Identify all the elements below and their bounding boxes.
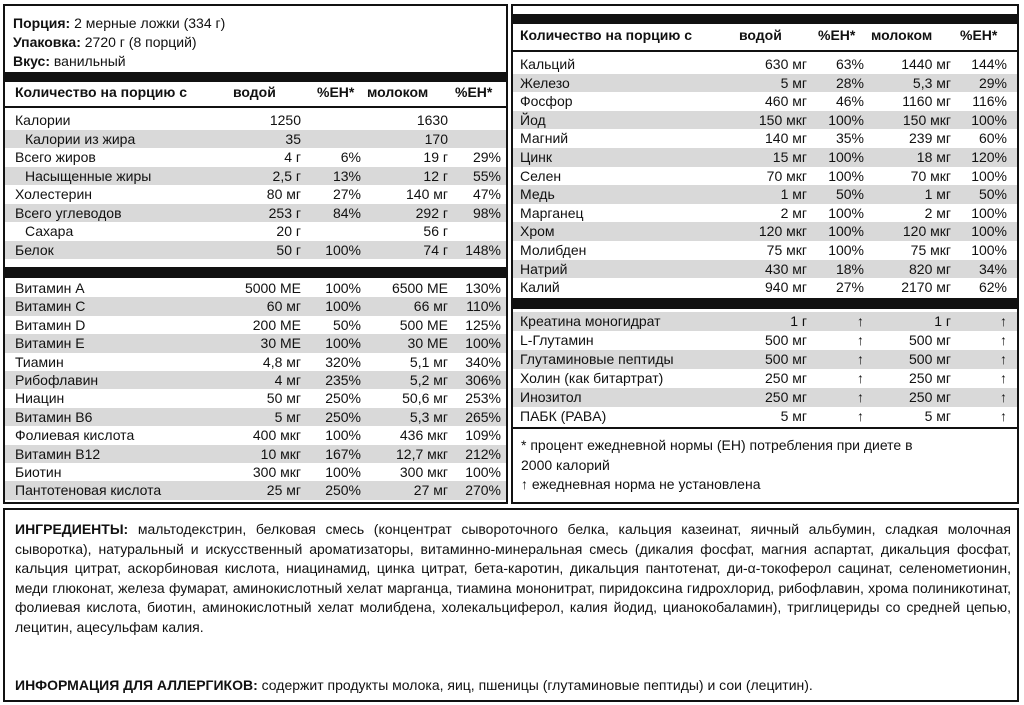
mid-bar-right: [513, 298, 1017, 309]
header-water: водой: [739, 27, 782, 43]
dv-milk: 34%: [978, 260, 1007, 277]
dv-milk: 120%: [971, 149, 1007, 165]
dv-water: 100%: [828, 204, 864, 221]
table-row: [513, 129, 1017, 148]
table-row: [513, 407, 1017, 426]
amount-milk: 150 мкг: [902, 111, 951, 128]
dv-water: 50%: [332, 316, 361, 333]
amount-milk: 436 мкг: [399, 427, 448, 444]
dv-milk: 29%: [978, 74, 1007, 91]
amount-milk: 292 г: [415, 204, 448, 221]
amount-water: 2 мг: [780, 204, 807, 221]
nutrient-name: Фолиевая кислота: [15, 427, 135, 444]
table-row: [513, 185, 1017, 204]
amount-water: 500 мг: [765, 332, 807, 348]
dv-water: 100%: [325, 464, 361, 480]
dv-water: 100%: [325, 241, 361, 258]
dv-milk: 100%: [971, 242, 1007, 258]
amount-water: 25 мг: [266, 482, 301, 499]
table-row: [5, 204, 506, 223]
table-row: [5, 463, 506, 481]
nutrient-name: Витамин B6: [15, 408, 93, 425]
amount-milk: 50,6 мг: [402, 390, 448, 407]
nutrient-name: Магний: [520, 130, 569, 147]
amount-milk: 56 г: [423, 223, 448, 239]
dv-milk: ↑: [1000, 370, 1007, 386]
table-row: [5, 334, 506, 352]
dv-water: 320%: [325, 353, 361, 370]
table-row: [513, 74, 1017, 93]
amount-water: 20 г: [276, 223, 301, 239]
table-row: [5, 408, 506, 426]
amount-water: 940 мг: [765, 279, 807, 296]
amount-milk: 75 мкг: [910, 242, 951, 258]
amount-milk: 12 г: [423, 167, 448, 184]
serving-line: [13, 15, 225, 31]
amount-milk: 74 г: [423, 241, 448, 258]
table-row: [513, 369, 1017, 388]
dv-milk: 47%: [472, 186, 501, 202]
table-row: [5, 111, 506, 130]
nutrient-name: Натрий: [520, 260, 568, 277]
nutrient-name: Насыщенные жиры: [25, 167, 152, 184]
flavor-label: Вкус:: [13, 53, 51, 69]
dv-milk: 306%: [465, 372, 501, 388]
header-rule-right: [513, 50, 1017, 52]
table-row: [513, 388, 1017, 407]
amount-milk: 1630: [416, 112, 448, 128]
table-row: [513, 331, 1017, 350]
table-row: [513, 92, 1017, 111]
top-bar-right: [513, 14, 1017, 24]
amount-water: 50 мг: [266, 390, 301, 407]
nutrient-name: ПАБК (PABA): [520, 408, 607, 424]
amount-water: 460 мг: [765, 93, 807, 110]
dv-water: 100%: [325, 427, 361, 444]
header-water: водой: [233, 84, 276, 100]
dv-water: ↑: [857, 389, 864, 405]
nutrient-name: Йод: [520, 111, 546, 128]
dv-milk: 100%: [465, 464, 501, 480]
nutrient-name: Фосфор: [520, 93, 573, 110]
serving-value: 2 мерные ложки (334 г): [74, 15, 226, 31]
header-dv-water: %ЕН*: [818, 27, 856, 43]
dv-water: 27%: [835, 279, 864, 296]
table-row: [5, 148, 506, 167]
amount-water: 5000 МЕ: [244, 280, 301, 296]
dv-milk: 340%: [465, 353, 501, 370]
amount-milk: 250 мг: [909, 370, 951, 386]
amount-milk: 2170 мг: [901, 279, 951, 296]
dv-milk: 116%: [972, 93, 1007, 110]
dv-water: ↑: [857, 370, 864, 386]
dv-water: ↑: [857, 351, 864, 367]
flavor-value: ванильный: [53, 53, 126, 69]
nutrient-name: Ниацин: [15, 390, 65, 407]
amount-milk: 1 г: [934, 313, 951, 329]
dv-water: 28%: [835, 74, 864, 91]
dv-milk: 144%: [971, 56, 1007, 72]
amount-milk: 239 мг: [909, 130, 951, 147]
dv-milk: 29%: [472, 149, 501, 165]
nutrient-name: Инозитол: [520, 389, 582, 405]
table-row: [5, 167, 506, 186]
table-row: [5, 481, 506, 499]
dv-water: 100%: [828, 149, 864, 165]
amount-water: 253 г: [268, 204, 301, 221]
table-row: [5, 279, 506, 297]
dv-milk: 265%: [465, 408, 501, 425]
dv-water: 100%: [325, 298, 361, 315]
dv-water: 100%: [325, 280, 361, 296]
amount-milk: 500 мг: [909, 332, 951, 348]
amount-water: 2,5 г: [272, 167, 301, 184]
package-line: [13, 34, 197, 50]
amount-milk: 820 мг: [909, 260, 951, 277]
ingredients-paragraph: [15, 520, 1011, 638]
amount-water: 400 мкг: [252, 427, 301, 444]
amount-water: 250 мг: [765, 370, 807, 386]
nutrient-name: Калий: [520, 279, 560, 296]
amount-milk: 2 мг: [924, 204, 951, 221]
dv-water: 63%: [835, 56, 864, 72]
allergen-paragraph: [15, 676, 1011, 696]
ingredients-panel: [3, 508, 1019, 702]
nutrient-name: Глутаминовые пептиды: [520, 351, 674, 367]
dv-milk: 212%: [465, 445, 501, 462]
nutrient-name: Холин (как битартрат): [520, 370, 664, 386]
ingredients-text: мальтодекстрин, белковая смесь (концентрат сывороточного белка, кальция казеинат, яичный альбумин, сладкая молочная сыворотка), натуральный и искусственный ароматизаторы, витаминно-минеральная смесь (дикалия фосфат, магния аспартат, дикальция фосфат, кальция цитрат, аскорбиновая кислота, ниацинамид, цинка цитрат, бета-каротин, дикальция пантотенат, ди-α-токоферол сацинат, селенометионин, меди глюконат, железа фумарат, аминокислотный хелат марганца, тиамина мононитрат, пиридоксина гидрохлорид, рибофлавин, хрома полиникотинат, фолиевая кислота, биотин, аминокислотный хелат молибдена, холекальциферол, калия йодид, цианокобаламин), триглицериды со средней цепью, лецитин, ацесульфам калия.: [15, 521, 1011, 635]
table-row: [5, 130, 506, 149]
nutrient-name: Кальций: [520, 56, 576, 72]
dv-milk: 100%: [971, 204, 1007, 221]
amount-water: 4 мг: [274, 372, 301, 388]
nutrient-name: Калории: [15, 112, 71, 128]
amount-water: 80 мг: [266, 186, 301, 202]
amount-water: 35: [285, 130, 301, 147]
header-amount: Количество на порцию с: [520, 27, 693, 43]
nutrient-name: Медь: [520, 186, 555, 203]
nutrient-name: Сахара: [25, 223, 74, 239]
dv-milk: ↑: [1000, 351, 1007, 367]
right-column-header: [513, 26, 1017, 45]
amount-water: 4,8 мг: [262, 353, 301, 370]
dv-milk: ↑: [1000, 389, 1007, 405]
amount-water: 5 мг: [274, 408, 301, 425]
dv-water: 46%: [835, 93, 864, 110]
footnote-dv: * процент ежедневной нормы (ЕН) потребления при диете в: [521, 437, 913, 453]
amount-milk: 30 МЕ: [407, 335, 448, 352]
table-row: [513, 350, 1017, 369]
dv-water: 235%: [325, 372, 361, 388]
table-row: [513, 148, 1017, 167]
amount-water: 70 мкг: [766, 167, 807, 184]
dv-water: 50%: [835, 186, 864, 203]
dv-water: ↑: [857, 408, 864, 424]
nutrient-name: Креатина моногидрат: [520, 313, 661, 329]
amount-milk: 5,1 мг: [409, 353, 448, 370]
dv-milk: 110%: [466, 298, 501, 315]
amount-water: 5 мг: [780, 74, 807, 91]
amount-water: 200 МЕ: [252, 316, 301, 333]
table-row: [5, 297, 506, 315]
table-row: [5, 185, 506, 204]
nutrient-name: Витамин D: [15, 316, 86, 333]
amount-water: 1250: [269, 112, 301, 128]
amount-water: 50 г: [276, 241, 301, 258]
table-row: [5, 241, 506, 260]
package-value: 2720 г (8 порций): [84, 34, 197, 50]
dv-milk: ↑: [1000, 332, 1007, 348]
nutrient-name: Молибден: [520, 242, 587, 258]
dv-water: 100%: [828, 111, 864, 128]
dv-water: ↑: [857, 313, 864, 329]
table-row: [513, 278, 1017, 297]
amount-milk: 1160 мг: [902, 93, 951, 110]
package-label: Упаковка:: [13, 34, 81, 50]
dv-water: 100%: [828, 242, 864, 258]
nutrient-name: L-Глутамин: [520, 332, 594, 348]
dv-water: 27%: [332, 186, 361, 202]
amount-milk: 5,3 мг: [409, 408, 448, 425]
nutrient-name: Рибофлавин: [15, 372, 99, 388]
amount-water: 140 мг: [765, 130, 807, 147]
dv-milk: 253%: [465, 390, 501, 407]
amount-milk: 300 мкг: [399, 464, 448, 480]
footnote-rule: [513, 427, 1017, 429]
amount-water: 10 мкг: [260, 445, 301, 462]
amount-milk: 5,3 мг: [912, 74, 951, 91]
header-dv-milk: %ЕН*: [960, 27, 998, 43]
nutrient-name: Железо: [520, 74, 570, 91]
amount-milk: 500 МЕ: [399, 316, 448, 333]
dv-milk: 270%: [465, 482, 501, 499]
dv-water: 100%: [325, 335, 361, 352]
nutrient-name: Витамин С: [15, 298, 86, 315]
allergen-text: содержит продукты молока, яиц, пшеницы (глутаминовые пептиды) и сои (лецитин).: [257, 677, 813, 693]
table-row: [5, 222, 506, 241]
dv-water: ↑: [857, 332, 864, 348]
dv-water: 100%: [828, 223, 864, 240]
amount-water: 5 мг: [780, 408, 807, 424]
header-milk: молоком: [367, 84, 429, 100]
table-row: [513, 55, 1017, 74]
nutrient-name: Витамин А: [15, 280, 85, 296]
amount-water: 15 мг: [772, 149, 807, 165]
nutrient-name: Белок: [15, 241, 54, 258]
ingredients-label: ИНГРЕДИЕНТЫ:: [15, 521, 129, 537]
footnote-arrow: ↑ ежедневная норма не установлена: [521, 476, 761, 492]
amount-milk: 1440 мг: [901, 56, 951, 72]
top-bar: [5, 72, 506, 82]
header-dv-water: %ЕН*: [317, 84, 355, 100]
nutrient-name: Хром: [520, 223, 555, 240]
nutrient-name: Пантотеновая кислота: [15, 482, 162, 499]
amount-water: 4 г: [284, 149, 301, 165]
amount-milk: 70 мкг: [910, 167, 951, 184]
dv-water: 167%: [325, 445, 361, 462]
nutrient-name: Калории из жира: [25, 130, 136, 147]
dv-water: 250%: [325, 408, 361, 425]
amount-milk: 170: [424, 130, 448, 147]
table-row: [5, 426, 506, 444]
table-row: [513, 111, 1017, 130]
dv-milk: ↑: [1000, 313, 1007, 329]
amount-milk: 19 г: [423, 149, 448, 165]
amount-milk: 1 мг: [924, 186, 951, 203]
table-row: [5, 371, 506, 389]
dv-milk: 98%: [472, 204, 501, 221]
amount-milk: 120 мкг: [902, 223, 951, 240]
table-row: [5, 316, 506, 334]
mid-bar: [5, 267, 506, 278]
table-row: [513, 167, 1017, 186]
left-nutrition-panel: [3, 4, 508, 504]
flavor-line: [13, 53, 126, 69]
table-row: [5, 353, 506, 371]
amount-milk: 500 мг: [909, 351, 951, 367]
dv-water: 13%: [332, 167, 361, 184]
amount-milk: 27 мг: [413, 482, 448, 499]
header-amount: Количество на порцию с: [15, 84, 188, 100]
amount-milk: 12,7 мкг: [396, 445, 448, 462]
amount-milk: 6500 МЕ: [391, 280, 448, 296]
table-row: [513, 312, 1017, 331]
amount-water: 1 мг: [780, 186, 807, 203]
amount-water: 150 мкг: [758, 111, 807, 128]
amount-milk: 5,2 мг: [409, 372, 448, 388]
amount-milk: 250 мг: [909, 389, 951, 405]
dv-milk: 100%: [465, 335, 501, 352]
nutrient-name: Холестерин: [15, 186, 92, 202]
amount-water: 60 мг: [266, 298, 301, 315]
nutrient-name: Всего углеводов: [15, 204, 122, 221]
header-dv-milk: %ЕН*: [455, 84, 493, 100]
amount-water: 300 мкг: [252, 464, 301, 480]
table-row: [513, 204, 1017, 223]
dv-milk: ↑: [1000, 408, 1007, 424]
dv-milk: 109%: [465, 427, 501, 444]
amount-water: 430 мг: [765, 260, 807, 277]
nutrient-name: Марганец: [520, 204, 584, 221]
nutrient-name: Биотин: [15, 464, 62, 480]
dv-water: 35%: [835, 130, 864, 147]
dv-milk: 55%: [472, 167, 501, 184]
table-row: [513, 222, 1017, 241]
table-row: [513, 241, 1017, 260]
amount-water: 30 МЕ: [260, 335, 301, 352]
amount-water: 630 мг: [765, 56, 807, 72]
dv-water: 250%: [325, 390, 361, 407]
allergen-label: ИНФОРМАЦИЯ ДЛЯ АЛЛЕРГИКОВ:: [15, 677, 258, 693]
left-column-header: [5, 83, 506, 102]
footnote-diet: 2000 калорий: [521, 457, 610, 473]
table-row: [513, 260, 1017, 279]
dv-milk: 125%: [465, 316, 501, 333]
dv-water: 250%: [325, 482, 361, 499]
right-nutrition-panel: [511, 4, 1019, 504]
nutrient-name: Витамин Е: [15, 335, 85, 352]
dv-milk: 62%: [978, 279, 1007, 296]
table-row: [5, 445, 506, 463]
header-milk: молоком: [871, 27, 933, 43]
amount-milk: 140 мг: [406, 186, 448, 202]
amount-water: 1 г: [790, 313, 807, 329]
header-rule: [5, 106, 506, 108]
dv-milk: 50%: [978, 186, 1007, 203]
dv-water: 6%: [340, 149, 361, 165]
dv-milk: 148%: [465, 241, 501, 258]
dv-milk: 60%: [978, 130, 1007, 147]
dv-water: 18%: [835, 260, 864, 277]
amount-water: 500 мг: [765, 351, 807, 367]
dv-water: 84%: [332, 204, 361, 221]
dv-milk: 100%: [971, 167, 1007, 184]
dv-milk: 100%: [971, 111, 1007, 128]
dv-water: 100%: [828, 167, 864, 184]
nutrient-name: Селен: [520, 167, 562, 184]
nutrient-name: Цинк: [520, 149, 553, 165]
nutrient-name: Всего жиров: [15, 149, 96, 165]
amount-milk: 66 мг: [413, 298, 448, 315]
amount-milk: 5 мг: [924, 408, 951, 424]
nutrient-name: Витамин B12: [15, 445, 101, 462]
amount-water: 120 мкг: [758, 223, 807, 240]
serving-label: Порция:: [13, 15, 71, 31]
amount-water: 250 мг: [765, 389, 807, 405]
table-row: [5, 389, 506, 407]
dv-milk: 100%: [971, 223, 1007, 240]
amount-water: 75 мкг: [766, 242, 807, 258]
amount-milk: 18 мг: [916, 149, 951, 165]
dv-milk: 130%: [465, 280, 501, 296]
nutrient-name: Тиамин: [15, 353, 64, 370]
